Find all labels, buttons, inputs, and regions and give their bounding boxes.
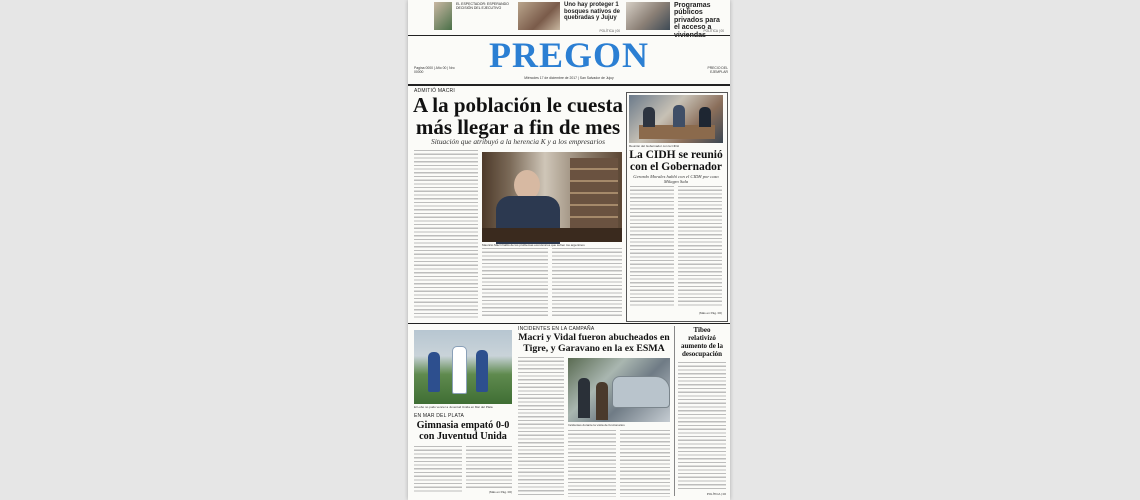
box-headline-line-3[interactable]: aumento de la: [681, 342, 723, 350]
teaser-2[interactable]: [518, 0, 622, 34]
side-subhead: Gerardo Morales habló con el CIDH por caso Milagro Sala: [633, 174, 719, 184]
side-headline-line-1[interactable]: La CIDH se reunió: [629, 149, 723, 161]
bottom-photo-figure-1: [578, 378, 590, 418]
side-footer[interactable]: (Más en Pág. 00): [698, 311, 722, 315]
masthead-date: Miércoles 17 de diciembre de 2017 | San Salvador de Jujuy: [524, 76, 614, 80]
side-photo: [629, 95, 723, 143]
side-photo-table: [639, 125, 715, 139]
box-footer[interactable]: POLÍTICA | 00: [706, 492, 726, 496]
side-body-column-1: [630, 186, 674, 308]
sport-photo-player-1: [428, 352, 440, 392]
bottom-kicker: INCIDENTES EN LA CAMPAÑA: [518, 326, 595, 332]
sport-body-column-2: [466, 446, 512, 488]
teaser-3-thumbnail: [626, 2, 670, 30]
teaser-1[interactable]: [430, 0, 512, 34]
teaser-1-text: EL ESPECTADOR: ESPERANDO DECISIÓN DEL EJECUTIVO: [456, 2, 509, 11]
bottom-photo-car: [612, 376, 670, 408]
teaser-3[interactable]: [626, 0, 726, 34]
bottom-body-column-1: [518, 357, 564, 497]
newspaper-front-page: [408, 0, 730, 500]
box-headline-line-2[interactable]: relativizó: [688, 334, 716, 342]
teaser-3-section: POLÍTICA | 00: [703, 29, 724, 33]
side-photo-figure-3: [699, 107, 711, 127]
teaser-2-section: POLÍTICA | 00: [599, 29, 620, 33]
bottom-body-column-3: [620, 430, 670, 497]
lead-subhead: Situación que atribuyó a la herencia K y a los empresarios: [431, 137, 605, 146]
lead-body-column-2: [482, 248, 548, 318]
masthead-right-info: PRECIO DEL EJEMPLAR: [707, 66, 728, 74]
box-headline-line-1[interactable]: Tibeo: [693, 326, 711, 334]
teaser-2-text: Uno hay proteger 1 bosques nativos de quebradas y Jujuy: [564, 2, 621, 22]
masthead-left-info: Pagina 0000 | Año 00 | Nro 00000: [414, 66, 455, 74]
lead-body-column-1: [414, 150, 478, 318]
sport-photo-caption: El Lobo no pudo vencer a Juventud Unida en Mar del Plata: [414, 405, 493, 409]
bottom-photo: [568, 358, 670, 422]
masthead-bottom-rule: [408, 84, 730, 86]
sport-footer[interactable]: (Más en Pág. 00): [488, 490, 512, 494]
sport-headline-line-2[interactable]: con Juventud Unida: [419, 431, 507, 442]
sport-photo: [414, 330, 512, 404]
teaser-2-thumbnail: [518, 2, 560, 30]
sport-kicker: EN MAR DEL PLATA: [414, 413, 465, 419]
side-headline-line-2[interactable]: con el Gobernador: [630, 161, 722, 173]
bottom-headline-line-1[interactable]: Macri y Vidal fueron abucheados en: [518, 332, 670, 343]
sport-photo-player-2: [452, 346, 467, 394]
sport-body-column-1: [414, 446, 462, 494]
bottom-photo-figure-2: [596, 382, 608, 420]
side-body-column-2: [678, 186, 722, 308]
side-photo-caption: Reunión del Gobernador con la CIDH: [629, 144, 679, 148]
section-divider: [408, 323, 730, 324]
lead-photo-desk: [482, 228, 622, 242]
lead-headline-line-1[interactable]: A la población le cuesta: [412, 93, 623, 117]
bottom-body-column-2: [568, 430, 616, 497]
masthead-logo: PREGON: [488, 35, 649, 75]
lead-body-column-3: [552, 248, 622, 318]
side-photo-figure-2: [673, 105, 685, 127]
teaser-1-thumbnail: [434, 2, 452, 30]
lead-kicker: ADMITIÓ MACRI: [414, 88, 455, 94]
lead-photo: [482, 152, 622, 242]
bottom-headline-line-2[interactable]: Tigre, y Garavano en la ex ESMA: [523, 343, 665, 354]
teaser-3-text: Programas públicos privados para el acceso a: [674, 2, 720, 32]
sport-headline-line-1[interactable]: Gimnasia empató 0-0: [416, 420, 510, 431]
lead-photo-shelf: [570, 158, 618, 236]
side-photo-figure-1: [643, 107, 655, 127]
bottom-photo-caption: Incidentes durante la visita de funcionarios: [568, 423, 625, 427]
box-body-column: [678, 362, 726, 490]
sport-photo-player-3: [476, 350, 488, 392]
lead-photo-caption: Mauricio Macri habló de los problemas económicos que sufren los argentinos: [482, 243, 585, 247]
lead-headline-line-2[interactable]: más llegar a fin de mes: [415, 115, 621, 139]
box-headline-line-4[interactable]: desocupación: [681, 350, 723, 358]
